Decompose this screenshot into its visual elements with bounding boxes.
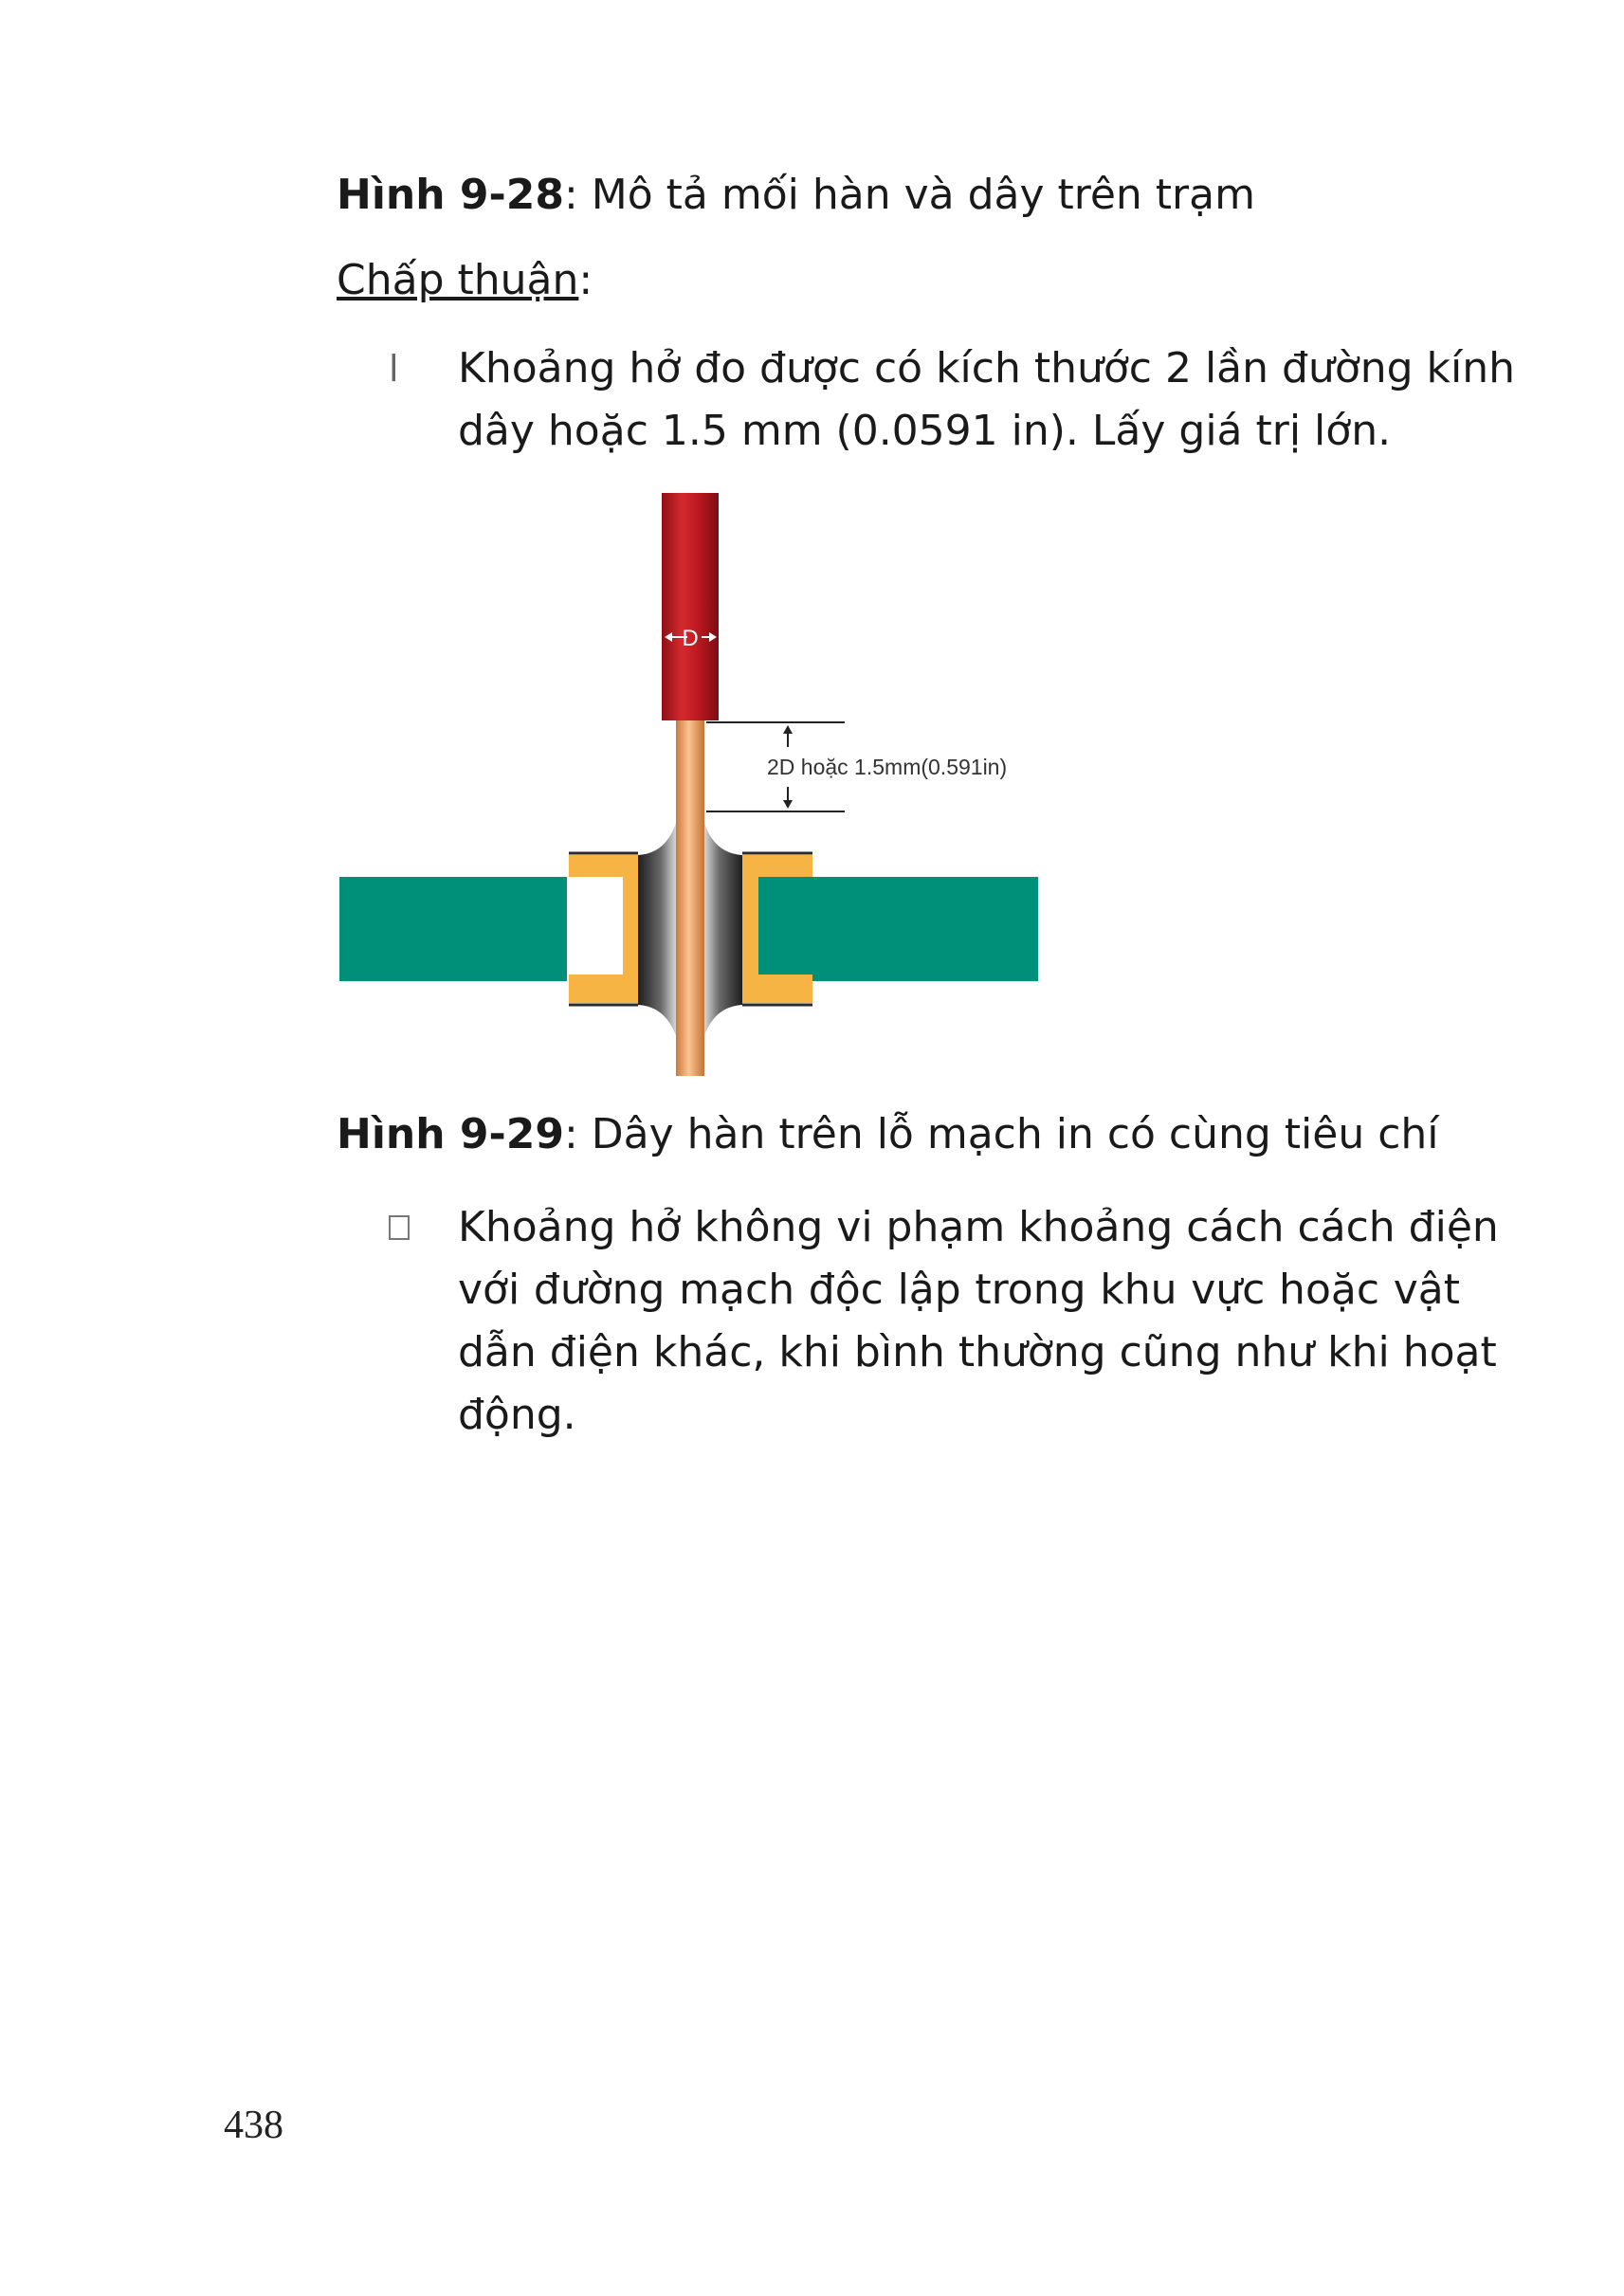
bullet-2-line-2: với đường mạch độc lập trong khu vực hoặc vật [458,1266,1460,1314]
clearance-arrow-up-head [783,725,793,734]
diameter-label: D [682,626,699,651]
wire-insulation [662,493,719,720]
figure-29-text: : Dây hàn trên lỗ mạch in có cùng tiêu chí [563,1110,1439,1158]
clearance-label: 2D hoặc 1.5mm(0.591in) [767,755,1008,779]
figure-28-label: Hình 9-28 [337,171,564,219]
bullet-1-line-2: dây hoặc 1.5 mm (0.0591 in). Lấy giá trị lớn. [458,407,1392,455]
bullet-2-marker [389,1215,410,1240]
figure-28-caption [337,164,1255,227]
clearance-arrow-down-head [783,800,793,809]
wire-solder-diagram [337,493,1076,1076]
bullet-1-text [458,337,1516,463]
bullet-2-text [458,1196,1499,1447]
page-number: 438 [224,2104,283,2147]
bullet-1-line-1: Khoảng hở đo được có kích thước 2 lần đường kính [458,344,1516,392]
acceptance-label: Chấp thuận [337,256,579,304]
bullet-2-line-1: Khoảng hở không vi phạm khoảng cách cách điện [458,1203,1499,1251]
bullet-2-line-4: động. [458,1391,576,1439]
pad-right-wall [742,855,757,1003]
bare-wire [676,719,704,1076]
figure-28-text: : Mô tả mối hàn và dây trên trạm [563,171,1255,219]
pcb-board-right [735,877,1038,981]
figure-29-caption [337,1103,1439,1166]
pad-left-wall [623,855,638,1003]
bullet-1-marker: l [389,348,399,390]
bullet-2-line-3: dẫn điện khác, khi bình thường cũng như khi hoạt [458,1328,1497,1376]
pcb-board-left [339,877,567,981]
figure-29-label: Hình 9-29 [337,1110,564,1158]
acceptance-colon: : [578,256,593,304]
acceptance-heading [337,249,593,312]
